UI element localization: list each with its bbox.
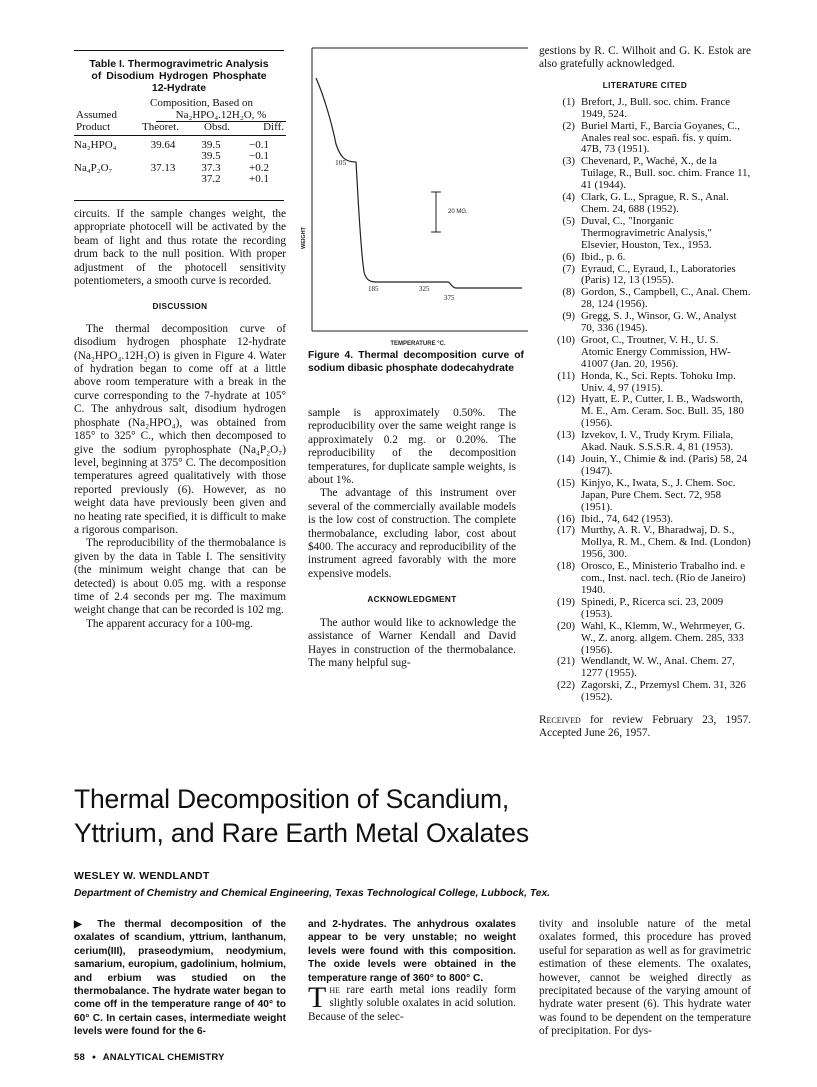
reference-number: (19) xyxy=(557,595,575,608)
intro-smallcaps: he xyxy=(329,984,340,996)
table-head-formula: Na₂HPO₄.12H₂O, % xyxy=(156,110,286,123)
reference-text: Chevenard, P., Waché, X., de la Tuilage, R., Bull. soc. chim. France 11, 41 (1944). xyxy=(581,155,751,192)
paragraph: The advantage of this instrument over several of the commercially available models is the low cost of construction. The complete thermobalance, excluding labor, cost about $400. The accuracy and reproducibility of the instrument agreed favorably with the more expensive models. xyxy=(308,487,516,580)
reference-item xyxy=(539,478,751,514)
reference-item xyxy=(539,394,751,430)
table-cell xyxy=(140,151,186,163)
abstract-text: and 2-hydrates. The anhydrous oxalates appear to be very unstable; no weight levels were found with this composition. The oxide levels were obtained in the temperature range of 360° to 800° C. xyxy=(308,919,516,984)
author-name: WESLEY W. WENDLANDT xyxy=(74,870,210,882)
reference-text: Groot, C., Troutner, V. H., U. S. Atomic Energy Commission, HW-41007 (Jan. 20, 1956). xyxy=(581,333,731,370)
table-cell: −0.1 xyxy=(249,150,269,162)
paragraph: The apparent accuracy for a 100-mg. xyxy=(86,617,253,630)
reference-number: (12) xyxy=(557,393,575,406)
table-cell: 39.5 xyxy=(201,150,221,162)
reference-item xyxy=(539,561,751,597)
reference-item xyxy=(539,156,751,192)
author-affiliation: Department of Chemistry and Chemical Engineering, Texas Technological College, Lubbock, Tex. xyxy=(74,888,551,899)
drop-cap: T xyxy=(308,981,327,1014)
decomposition-curve xyxy=(316,78,522,288)
table-cell: 37.2 xyxy=(201,173,221,185)
received-rest: for review February 23, 1957. Accepted June 26, 1957. xyxy=(539,714,751,739)
column-2-text xyxy=(308,407,516,670)
paragraph: circuits. If the sample changes weight, the appropriate photocell will be activated by the beam of light and thus rotate the recording drum back to the null position. With proper adjustment of the photocell sensitivity potentiometers, a smooth curve is recorded. xyxy=(74,208,286,288)
intro-col-2 xyxy=(308,981,516,1024)
table-col-assumed: Assumed xyxy=(76,108,117,121)
reference-number: (1) xyxy=(562,95,575,108)
abstract-col-1 xyxy=(74,918,286,1039)
reference-item xyxy=(539,621,751,657)
label-185: 185 xyxy=(368,285,379,293)
reference-item xyxy=(539,454,751,478)
thermogravimetric-table xyxy=(74,98,286,186)
article-title-line: Yttrium, and Rare Earth Metal Oxalates xyxy=(74,818,529,848)
intro-col-3 xyxy=(539,918,751,1039)
label-325: 325 xyxy=(419,285,430,293)
table-row xyxy=(74,151,286,163)
reference-number: (3) xyxy=(562,155,575,168)
reference-text: Buriel Marti, F., Barcia Goyanes, C., Anales real soc. españ. fís. y quím. 47B, 73 (1951). xyxy=(581,119,740,156)
received-word: Received xyxy=(539,714,581,727)
reference-text: Wendlandt, W. W., Anal. Chem. 27, 1277 (1955). xyxy=(581,655,735,680)
label-105: 105 xyxy=(335,158,347,167)
table-col-obsd: Obsd. xyxy=(204,121,230,133)
intro-text: rare earth metal ions readily form slightly soluble oxalates in acid solution. Because of the selec- xyxy=(308,984,516,1023)
table-cell: −0.1 xyxy=(249,138,269,151)
reference-item xyxy=(539,371,751,395)
abstract-col-2 xyxy=(308,918,516,985)
reference-text: Jouin, Y., Chimie & ind. (Paris) 58, 24 (1947). xyxy=(581,453,748,477)
reference-item xyxy=(539,430,751,454)
table-rule-top xyxy=(74,50,284,51)
reference-text: Spinedi, P., Ricerca sci. 23, 2009 (1953). xyxy=(581,595,724,620)
reference-number: (13) xyxy=(557,429,575,442)
table-cell: Na₂HPO₄ xyxy=(74,138,117,151)
table-title-line: Table I. Thermogravimetric Analysis xyxy=(89,58,269,70)
table-cell xyxy=(74,151,140,163)
reference-number: (22) xyxy=(557,679,575,692)
y-axis-label: WEIGHT xyxy=(301,227,307,249)
reference-item xyxy=(539,656,751,680)
reference-number: (2) xyxy=(562,119,575,132)
table-col-diff: Diff. xyxy=(263,121,284,133)
reference-number: (6) xyxy=(562,250,575,263)
reference-text: Gregg, S. J., Winsor, G. W., Analyst 70, 336 (1945). xyxy=(581,310,737,335)
table-cell: 37.3 xyxy=(201,161,221,174)
reference-number: (11) xyxy=(557,369,575,382)
table-cell: 39.64 xyxy=(150,138,176,151)
reference-text: Gordon, S., Campbell, C., Anal. Chem. 28, 124 (1956). xyxy=(581,286,751,311)
table-cell: 39.5 xyxy=(201,138,221,151)
heading-literature-cited: LITERATURE CITED xyxy=(602,80,688,90)
reference-number: (7) xyxy=(562,262,575,275)
reference-text: Wahl, K., Klemm, W., Wehrmeyer, G. W., Z. anorg. allgem. Chem. 285, 333 (1956). xyxy=(581,619,746,656)
reference-text: Orosco, E., Ministerio Trabalho ind. e com., Inst. nacl. tech. (Rio de Janeiro) 1940. xyxy=(581,560,746,596)
heading-discussion: DISCUSSION xyxy=(152,302,208,312)
reference-item xyxy=(539,121,751,157)
table-head-composition: Composition, Based on xyxy=(150,97,253,109)
scale-label: 20 MG. xyxy=(448,209,468,215)
figure-caption xyxy=(308,350,524,375)
article-title xyxy=(74,782,754,850)
reference-item xyxy=(539,335,751,371)
reference-number: (10) xyxy=(557,333,575,346)
reference-text: Brefort, J., Bull. soc. chim. France 1949, 524. xyxy=(581,95,731,120)
column-3 xyxy=(539,45,751,739)
x-axis-label: TEMPERATURE °C. xyxy=(390,341,446,347)
abstract-text: The thermal decomposition of the oxalates of scandium, yttrium, lanthanum, cerium(III), praseodymium, neodymium, samarium, europium, gadolinium, holmium, and erbium was studied on the thermobalance. The hydrate water began to come off in the temperature range of 40° to 60° C. In certain cases, intermediate weight levels were found for the 6- xyxy=(74,919,286,1038)
reference-item xyxy=(539,287,751,311)
paragraph: sample is approximately 0.50%. The reproducibility over the same weight range is approximately 0.2 mg. or 0.20%. The reproducibility of the decomposition temperatures, for duplicate sample weights, is about 1%. xyxy=(308,407,516,487)
table-cell: +0.1 xyxy=(249,173,269,185)
received-note xyxy=(539,714,751,739)
reference-number: (9) xyxy=(562,310,575,323)
reference-item xyxy=(539,216,751,252)
reference-text: Honda, K., Sci. Repts. Tohoku Imp. Univ. 4, 97 (1915). xyxy=(581,369,736,394)
reference-item xyxy=(539,680,751,704)
journal-name: ANALYTICAL CHEMISTRY xyxy=(102,1052,225,1063)
reference-item xyxy=(539,311,751,335)
reference-number: (5) xyxy=(562,214,575,227)
reference-text: Izvekov, I. V., Trudy Krym. Filiala, Akad. Nauk. S.S.S.R. 4, 81 (1953). xyxy=(581,429,734,454)
paragraph: The author would like to acknowledge the assistance of Warner Kendall and David Hayes in construction of the thermobalance. The many helpful sug- xyxy=(308,616,516,669)
table-title-line: of Disodium Hydrogen Phosphate xyxy=(91,70,267,82)
reference-number: (15) xyxy=(557,476,575,489)
column-1-text xyxy=(74,208,286,631)
paragraph: tivity and insoluble nature of the metal oxalates formed, this procedure has proved useful for separation as well as for gravimetric estimation of these elements. The oxalates, however, cannot be weighed directly as precipitated because of the varying amount of hydrate water present (6). This hydrate water was found to be dependent on the temperature of precipitation. For dys- xyxy=(539,918,751,1038)
table-col-theoret: Theoret. xyxy=(142,121,179,133)
footer-bullet: ● xyxy=(91,1054,97,1061)
reference-number: (17) xyxy=(557,524,575,537)
table-cell xyxy=(74,174,140,186)
reference-number: (16) xyxy=(557,512,575,525)
reference-number: (8) xyxy=(562,286,575,299)
table-cell: Na₄P₂O₇ xyxy=(74,161,113,174)
reference-text: Ibid., p. 6. xyxy=(581,250,626,263)
page-footer xyxy=(74,1052,225,1063)
reference-text: Duval, C., "Inorganic Thermogravimetric Analysis," Elsevier, Houston, Tex., 1953. xyxy=(581,214,712,251)
paragraph: The thermal decomposition curve of disodium hydrogen phosphate 12-hydrate (Na₂HPO₄.12H₂O) is given in Figure 4. Water of hydration began to come off at a little above room temperature with a break in the curve corresponding to the 7-hydrate at 105° C. The anhydrous salt, disodium hydrogen phosphate (Na₂HPO₄), was obtained from 185° to 325° C., which then decomposed to give the sodium pyrophosphate (Na₄P₂O₇) level, beginning at 375° C. The decomposition temperatures agreed qualitatively with those reported previously (6). However, as no weight data have previously been given and no heating rate specified, it is difficult to make a rigorous comparison. xyxy=(74,322,286,536)
reference-text: Ibid., 74, 642 (1953). xyxy=(581,512,674,525)
reference-text: Hyatt, E. P., Cutter, I. B., Wadsworth, M. E., Am. Ceram. Soc. Bull. 35, 180 (1956). xyxy=(581,393,744,430)
abstract-marker: ▶ xyxy=(74,919,89,930)
article-title-line: Thermal Decomposition of Scandium, xyxy=(74,784,510,814)
reference-number: (4) xyxy=(562,191,575,204)
reference-text: Murthy, A. R. V., Bharadwaj, D. S., Mollya, R. M., Chem. & Ind. (London) 1956, 300. xyxy=(581,524,751,561)
reference-text: Clark, G. L., Sprague, R. S., Anal. Chem. 24, 688 (1952). xyxy=(581,191,729,215)
paragraph: gestions by R. C. Wilhoit and G. K. Estok are also gratefully acknowledged. xyxy=(539,45,751,71)
figure-4-chart xyxy=(298,44,530,349)
reference-text: Kinjyo, K., Iwata, S., J. Chem. Soc. Japan, Pure Chem. Sect. 72, 958 (1951). xyxy=(581,476,736,513)
reference-number: (18) xyxy=(557,560,575,573)
table-cell: +0.2 xyxy=(249,161,269,174)
table-cell: 37.13 xyxy=(150,161,176,174)
reference-number: (14) xyxy=(557,453,575,465)
reference-item xyxy=(539,192,751,216)
reference-item xyxy=(539,264,751,288)
reference-list xyxy=(539,97,751,704)
table-title xyxy=(74,58,284,94)
reference-text: Zagorski, Z., Przemysl Chem. 31, 326 (1952). xyxy=(581,679,746,704)
label-375: 375 xyxy=(444,294,455,302)
table-cell xyxy=(140,174,186,186)
figure-caption-text: Figure 4. Thermal decomposition curve of sodium dibasic phosphate dodecahydrate xyxy=(308,350,524,374)
scale-bar xyxy=(431,192,441,232)
reference-item xyxy=(539,597,751,621)
table-rule-bottom xyxy=(74,200,284,201)
page-number: 58 xyxy=(74,1052,85,1063)
reference-number: (21) xyxy=(557,655,575,668)
paragraph: The reproducibility of the thermobalance is given by the data in Table I. The sensitivity (the minimum weight change that can be detected) is about 0.05 mg. with a response time of 2.4 seconds per mg. The maximum weight change that can be recorded is 102 mg. xyxy=(74,537,286,617)
reference-text: Eyraud, C., Eyraud, I., Laboratories (Paris) 12, 13 (1955). xyxy=(581,262,736,287)
reference-number: (20) xyxy=(557,619,575,632)
reference-item xyxy=(539,525,751,561)
reference-item xyxy=(539,97,751,121)
heading-acknowledgment: ACKNOWLEDGMENT xyxy=(367,595,457,605)
table-col-product: Product xyxy=(76,121,111,133)
table-row xyxy=(74,174,286,186)
table-title-line: 12-Hydrate xyxy=(151,82,207,94)
